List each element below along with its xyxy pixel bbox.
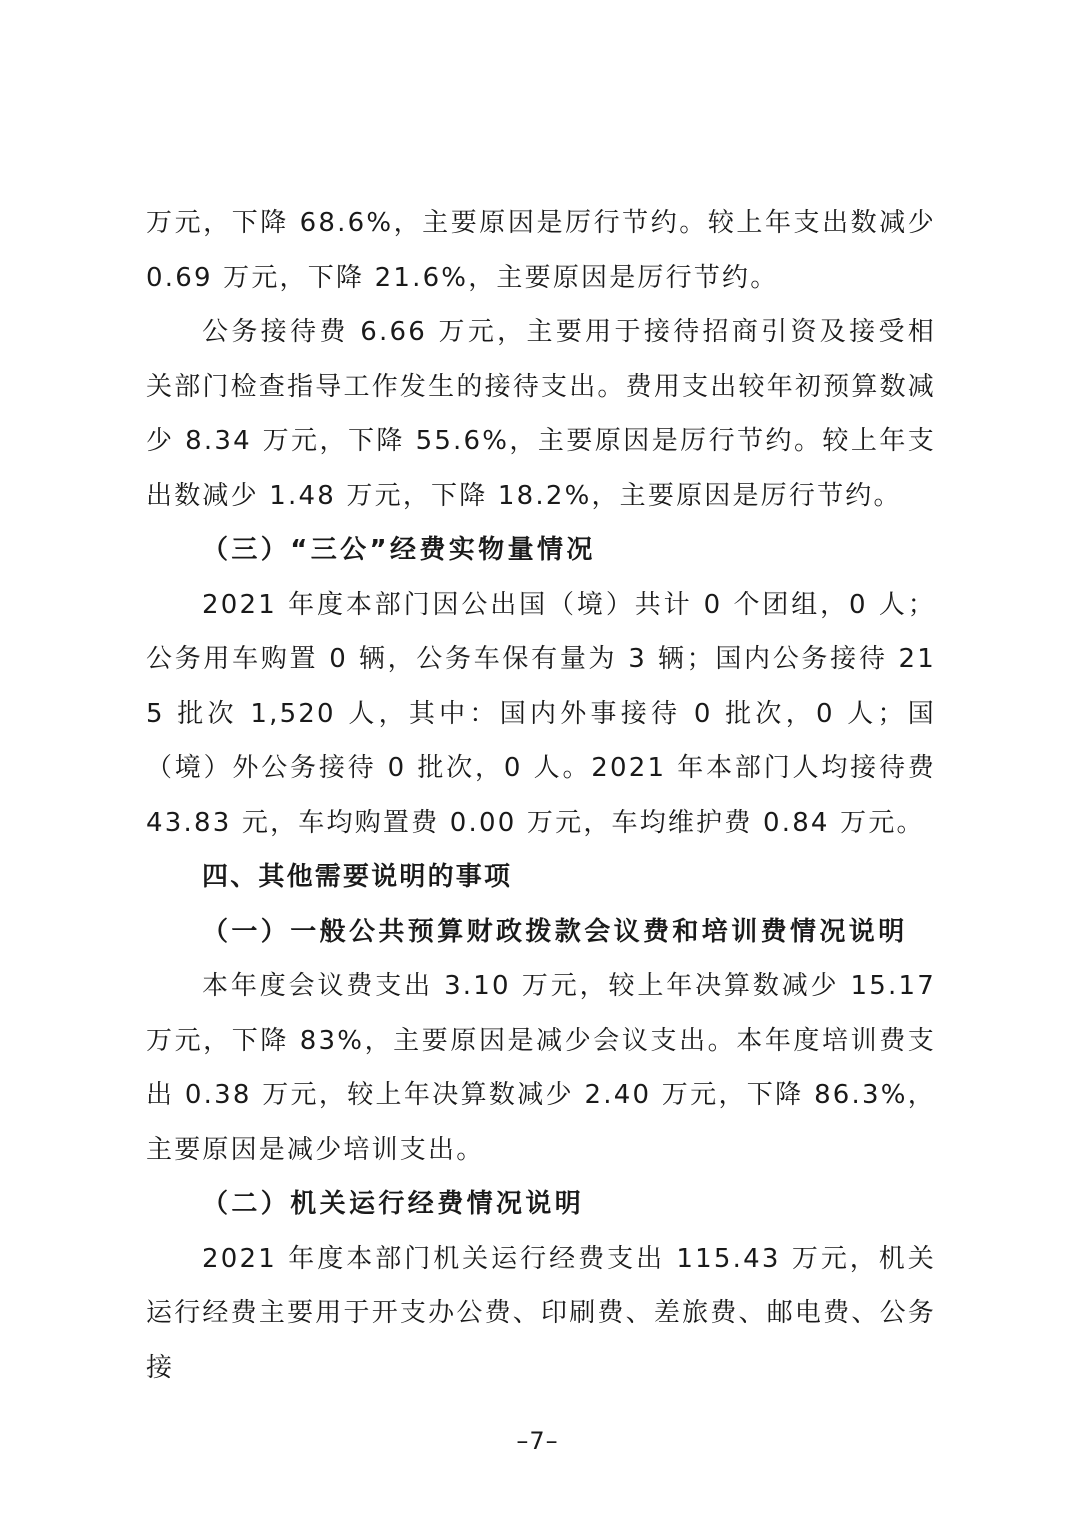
section-heading-operating-expense: （二）机关运行经费情况说明 [202, 1189, 585, 1219]
paragraph-physical-quantity: 2021 年度本部门因公出国（境）共计 0 个团组，0 人；公务用车购置 0 辆，公务车保有量为 3 辆；国内公务接待 215 批次 1,520 人，其中：国内外事接待 0 批次，0 人；国（境）外公务接待 0 批次，0 人。2021 年本部门人均接待费 43.83 元，车均购置费 0.00 万元，车均维护费 0.84 万元。 [146, 589, 936, 838]
paragraph-reception-expense: 公务接待费 6.66 万元，主要用于接待招商引资及接受相关部门检查指导工作发生的接待支出。费用支出较年初预算数减少 8.34 万元，下降 55.6%，主要原因是厉行节约。较上年支出数减少 1.48 万元，下降 18.2%，主要原因是厉行节约。 [146, 317, 936, 511]
paragraph-operating-expense: 2021 年度本部门机关运行经费支出 115.43 万元，机关运行经费主要用于开支办公费、印刷费、差旅费、邮电费、公务接 [146, 1243, 936, 1383]
page-number: –7– [516, 1427, 559, 1455]
section-heading-physical-quantity: （三）“三公”经费实物量情况 [202, 535, 596, 565]
section-heading-other-matters: 四、其他需要说明的事项 [202, 862, 513, 892]
section-heading-meeting-training: （一）一般公共预算财政拨款会议费和培训费情况说明 [202, 916, 908, 947]
paragraph-meeting-training: 本年度会议费支出 3.10 万元，较上年决算数减少 15.17 万元，下降 83%，主要原因是减少会议支出。本年度培训费支出 0.38 万元，较上年决算数减少 2.40 万元，下降 86.3%，主要原因是减少培训支出。 [146, 971, 936, 1165]
paragraph-vehicle-expense-tail: 万元，下降 68.6%，主要原因是厉行节约。较上年支出数减少 0.69 万元，下降 21.6%，主要原因是厉行节约。 [146, 208, 936, 293]
page-body [146, 196, 936, 1395]
